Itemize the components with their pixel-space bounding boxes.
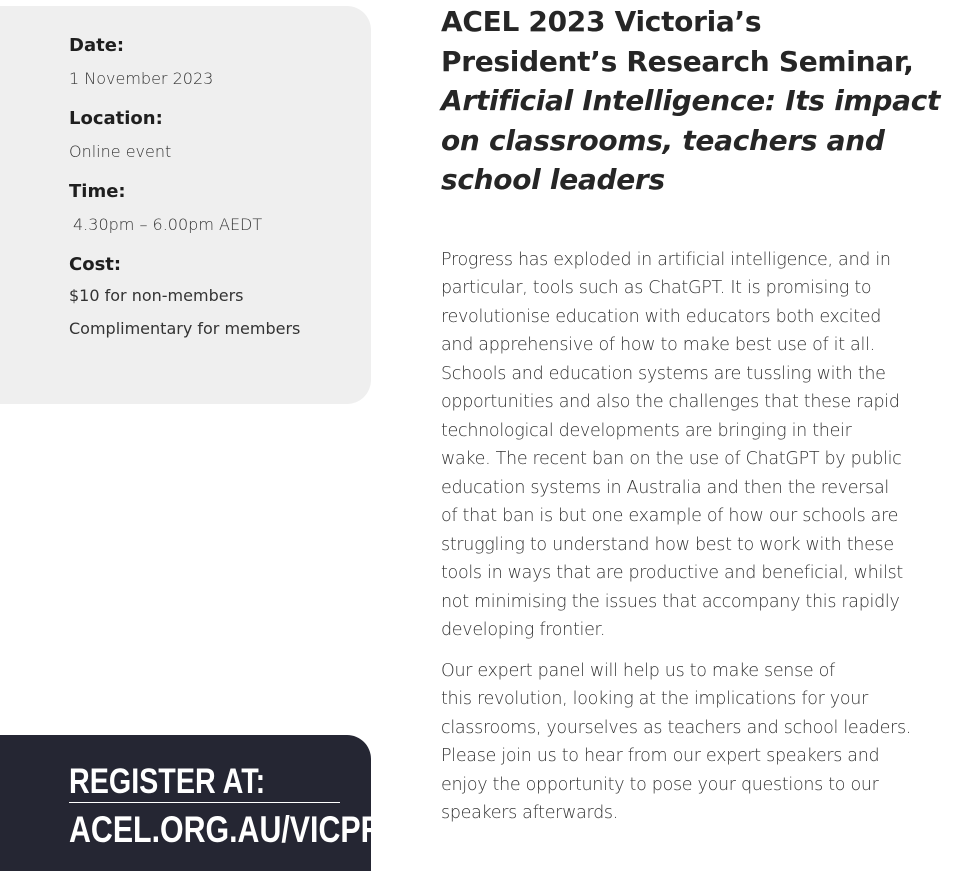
paragraph-line: speakers afterwards. bbox=[441, 803, 618, 823]
register-url-link[interactable]: ACEL.ORG.AU/VICPRS bbox=[69, 809, 403, 850]
paragraph-line: developing frontier. bbox=[441, 620, 606, 640]
paragraph-line: Progress has exploded in artificial intelligence, and in bbox=[441, 249, 891, 270]
paragraph-line: revolutionise education with educators both excited bbox=[441, 306, 882, 327]
paragraph-line: particular, tools such as ChatGPT. It is promising to bbox=[441, 278, 872, 298]
paragraph-line: and apprehensive of how to make best use of it all. bbox=[441, 335, 875, 355]
date-value: 1 November 2023 bbox=[69, 69, 214, 88]
paragraph-line: education systems in Australia and then the reversal bbox=[441, 477, 889, 498]
subtitle-line-1: Artificial Intelligence: Its impact bbox=[441, 84, 941, 117]
register-label: REGISTER AT: bbox=[69, 762, 266, 801]
cost-value-nonmembers: $10 for non-members bbox=[69, 286, 244, 305]
cost-value-members: Complimentary for members bbox=[69, 319, 301, 338]
date-label: Date: bbox=[69, 35, 125, 56]
paragraph-line: not minimising the issues that accompany this rapidly bbox=[441, 591, 900, 612]
cost-block bbox=[69, 254, 371, 345]
paragraph-line: Schools and education systems are tussling with the bbox=[441, 363, 886, 384]
paragraph-line: opportunities and also the challenges that these rapid bbox=[441, 392, 900, 412]
register-divider bbox=[69, 802, 340, 803]
subtitle-line-2: on classrooms, teachers and bbox=[441, 123, 885, 157]
register-panel bbox=[0, 735, 403, 871]
title-line-2: President’s Research Seminar, bbox=[441, 44, 914, 78]
page-title bbox=[441, 2, 941, 200]
paragraph-line: of that ban is but one example of how our schools are bbox=[441, 506, 899, 526]
paragraph-line: wake. The recent ban on the use of ChatGPT by public bbox=[441, 449, 902, 469]
date-block bbox=[69, 35, 371, 89]
location-label: Location: bbox=[69, 108, 163, 129]
time-label: Time: bbox=[69, 181, 126, 202]
event-details-card bbox=[0, 6, 371, 404]
intro-paragraph bbox=[441, 246, 941, 645]
panel-paragraph bbox=[441, 657, 941, 828]
paragraph-line: struggling to understand how best to work with these bbox=[441, 534, 894, 555]
paragraph-line: classrooms, yourselves as teachers and school leaders. bbox=[441, 717, 912, 738]
cost-label: Cost: bbox=[69, 254, 122, 275]
paragraph-line: tools in ways that are productive and beneficial, whilst bbox=[441, 563, 903, 583]
paragraph-line: enjoy the opportunity to pose your questions to our bbox=[441, 774, 879, 795]
time-block bbox=[69, 181, 371, 235]
paragraph-line: Our expert panel will help us to make sense of bbox=[441, 660, 835, 681]
subtitle-line-3: school leaders bbox=[441, 163, 665, 196]
paragraph-line: Please join us to hear from our expert speakers and bbox=[441, 746, 880, 766]
paragraph-line: technological developments are bringing in their bbox=[441, 420, 852, 441]
time-value: 4.30pm – 6.00pm AEDT bbox=[73, 215, 263, 234]
location-block bbox=[69, 108, 371, 162]
main-content bbox=[441, 2, 941, 828]
paragraph-line: this revolution, looking at the implications for your bbox=[441, 689, 868, 709]
location-value: Online event bbox=[69, 142, 172, 161]
title-line-1: ACEL 2023 Victoria’s bbox=[441, 5, 762, 38]
